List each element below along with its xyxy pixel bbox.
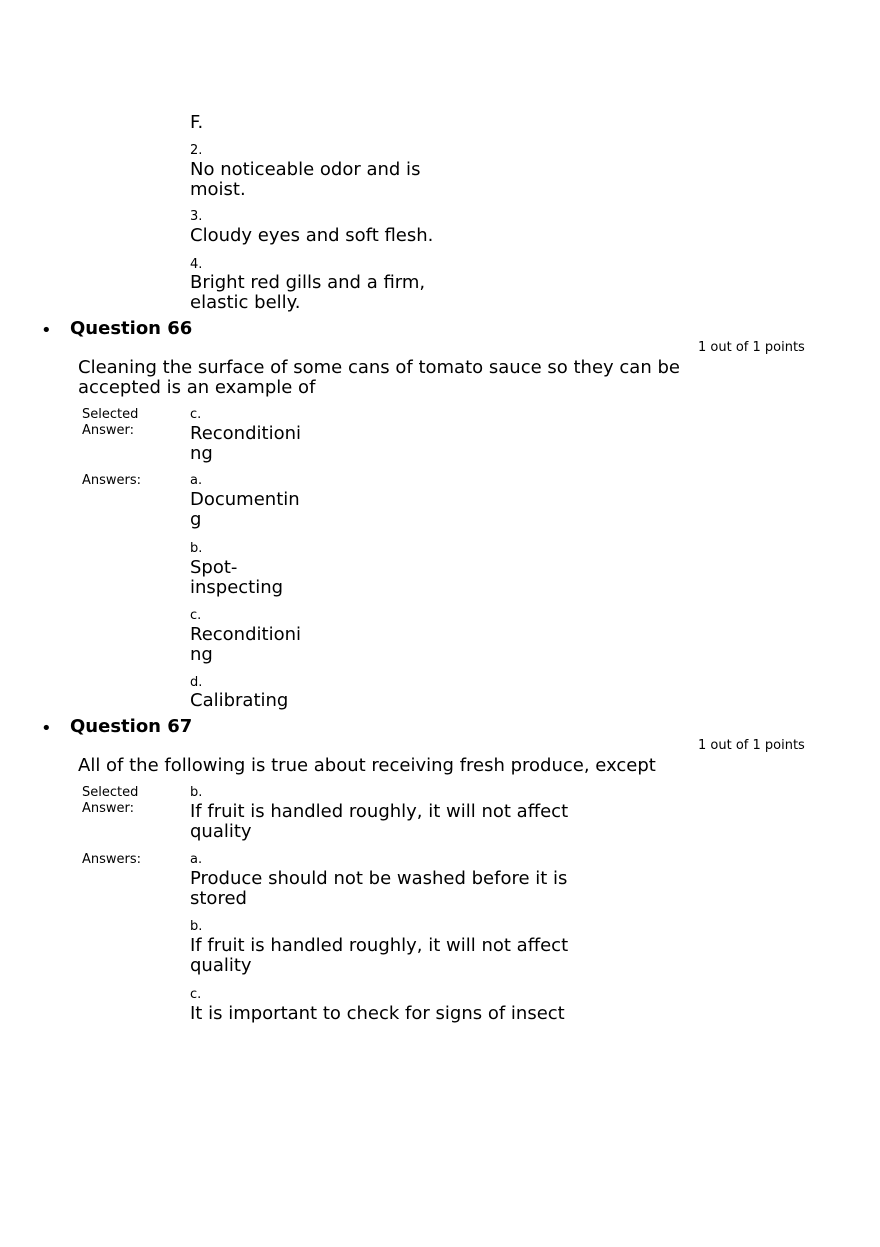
question-67-text: All of the following is true about receiving fresh produce, except xyxy=(78,755,656,776)
selected-answer-text: If fruit is handled roughly, it will not affect quality xyxy=(190,801,569,842)
option-letter: 2. xyxy=(190,143,203,158)
selected-answer-letter: b. xyxy=(190,785,203,800)
question-66-text: Cleaning the surface of some cans of tomato sauce so they can be accepted is an example of xyxy=(78,357,680,398)
question-67-points: 1 out of 1 points xyxy=(698,738,805,753)
answer-text: Produce should not be washed before it is stored xyxy=(190,868,568,909)
answer-text: Documentin g xyxy=(190,489,300,530)
answer-text: It is important to check for signs of insect xyxy=(190,1003,565,1024)
answer-letter: c. xyxy=(190,987,202,1002)
answer-letter: a. xyxy=(190,473,203,488)
bullet: • xyxy=(41,718,52,739)
selected-answer-letter: c. xyxy=(190,407,202,422)
answer-text: Spot- inspecting xyxy=(190,557,284,598)
answer-letter: b. xyxy=(190,919,203,934)
answer-text: If fruit is handled roughly, it will not affect quality xyxy=(190,935,569,976)
answer-letter: d. xyxy=(190,675,203,690)
option-letter: 4. xyxy=(190,257,203,272)
option-text: Cloudy eyes and soft flesh. xyxy=(190,225,434,246)
answers-label: Answers: xyxy=(82,852,142,867)
selected-answer-label: Selected Answer: xyxy=(82,785,139,816)
answer-text: Reconditioni ng xyxy=(190,624,301,665)
selected-answer-text: Reconditioni ng xyxy=(190,423,301,464)
bullet: • xyxy=(41,320,52,341)
answer-letter: a. xyxy=(190,852,203,867)
answer-text: Calibrating xyxy=(190,690,289,711)
previous-answer-tail: F. xyxy=(190,112,204,133)
answer-letter: b. xyxy=(190,541,203,556)
selected-answer-label: Selected Answer: xyxy=(82,407,139,438)
answers-label: Answers: xyxy=(82,473,142,488)
answer-letter: c. xyxy=(190,608,202,623)
option-text: No noticeable odor and is moist. xyxy=(190,159,421,200)
question-66-points: 1 out of 1 points xyxy=(698,340,805,355)
option-letter: 3. xyxy=(190,209,203,224)
option-text: Bright red gills and a firm, elastic belly. xyxy=(190,272,426,313)
question-67-title: Question 67 xyxy=(70,716,193,737)
question-66-title: Question 66 xyxy=(70,318,193,339)
